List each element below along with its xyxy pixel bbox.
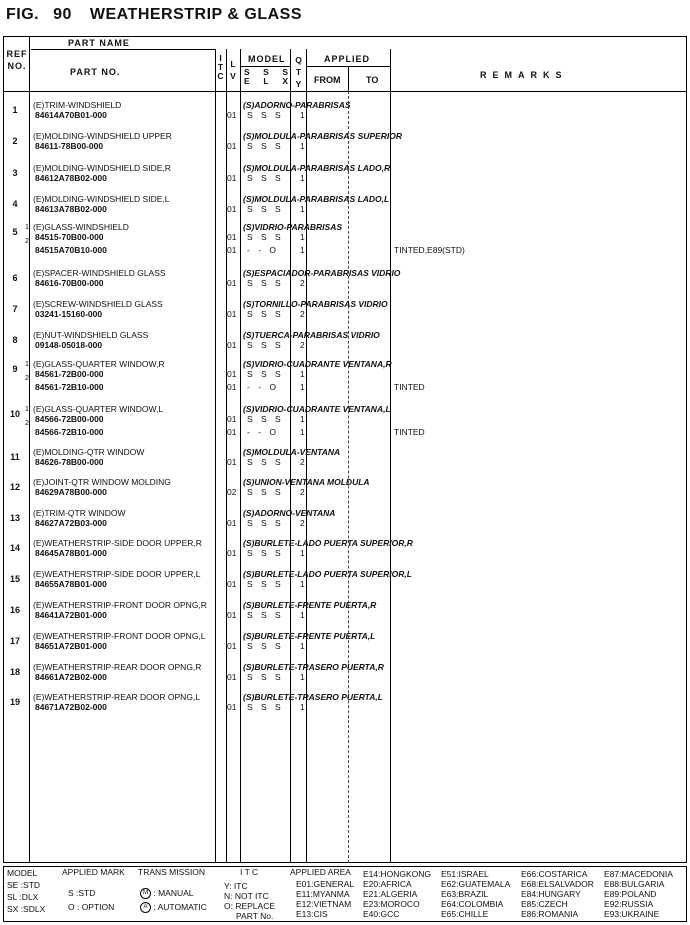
- quantity: 1: [300, 141, 305, 151]
- model-applicability: S S S: [247, 548, 284, 558]
- model-col-se-2: E: [244, 76, 250, 86]
- legend-itc: [224, 881, 275, 921]
- figure-number: 90: [53, 6, 72, 23]
- model-applicability: S S S: [247, 414, 284, 424]
- quantity: 1: [300, 610, 305, 620]
- part-number: 84515-70B00-000: [35, 232, 104, 242]
- model-applicability: S S S: [247, 702, 284, 712]
- spanish-description: (S)VIDRIO-CUADRANTE VENTANA,R: [243, 359, 392, 369]
- model-applicability: - - O: [247, 382, 279, 392]
- ref-number: 19: [9, 697, 20, 707]
- legend-area-2: E11:MYANMA: [296, 889, 350, 899]
- model-cols-header: [244, 68, 288, 86]
- itc-code: 01: [227, 369, 237, 379]
- itc-h2: T: [217, 62, 224, 72]
- legend-itc-n: N: NOT ITC: [224, 891, 269, 901]
- ref-no-header: [6, 48, 28, 72]
- spanish-description: (S)BURLETE-TRASERO PUERTA,R: [243, 662, 384, 672]
- part-description: (E)WEATHERSTRIP-SIDE DOOR UPPER,L: [33, 569, 201, 579]
- part-description: (E)MOLDING-QTR WINDOW: [33, 447, 145, 457]
- legend-col2-1: E14:HONGKONG: [363, 869, 432, 879]
- quantity: 1: [300, 173, 305, 183]
- model-col-sl-1: S: [263, 67, 269, 77]
- model-applicability: S S S: [247, 518, 284, 528]
- from-header: FROM: [314, 75, 341, 85]
- ref-number: 4: [12, 199, 18, 209]
- figure-title: [6, 6, 302, 24]
- part-description: (E)WEATHERSTRIP-REAR DOOR OPNG,R: [33, 662, 202, 672]
- legend-area-3: E12:VIETNAM: [296, 899, 352, 909]
- model-applicability: S S S: [247, 579, 284, 589]
- part-number: 84645A78B01-000: [35, 548, 107, 558]
- legend-model: [7, 867, 45, 915]
- legend-model-title: MODEL: [7, 868, 38, 878]
- quantity: 2: [300, 518, 305, 528]
- legend-mark-std: S :STD: [68, 888, 96, 898]
- table-row: [3, 445, 687, 475]
- table-row: [3, 192, 687, 222]
- legend-col5: [604, 869, 673, 919]
- sub-index: 2: [25, 420, 29, 427]
- model-applicability: - - O: [247, 427, 279, 437]
- legend-col4-2: E68:ELSALVADOR: [521, 879, 594, 889]
- ref-number: 1: [12, 105, 18, 115]
- part-no-header: PART NO.: [70, 67, 121, 77]
- model-applicability: - - O: [247, 245, 279, 255]
- legend-right-line: [686, 866, 687, 921]
- part-number: 84641A72B01-000: [35, 610, 107, 620]
- ref-number: 11: [10, 452, 20, 462]
- itc-code: 01: [227, 173, 237, 183]
- legend-col5-2: E88:BULGARIA: [604, 879, 665, 889]
- legend-col2-4: E23:MOROCO: [363, 899, 420, 909]
- itc-code: 01: [227, 141, 237, 151]
- table-row: [3, 297, 687, 327]
- quantity: 2: [300, 340, 305, 350]
- model-applicability: S S S: [247, 232, 284, 242]
- spanish-description: (S)BURLETE-FRENTE PUERTA,L: [243, 631, 376, 641]
- legend-col4-1: E66:COSTARICA: [521, 869, 588, 879]
- spanish-description: (S)MOLDULA-VENTANA: [243, 447, 341, 457]
- table-row: [3, 129, 687, 159]
- legend-model-sx: SX :SDLX: [7, 904, 46, 914]
- spanish-description: (S)BURLETE-LADO PUERTA SUPERIOR,L: [243, 569, 412, 579]
- spanish-description: (S)VIDRIO-CUADRANTE VENTANA,L: [243, 404, 391, 414]
- part-number: 84566-72B10-000: [35, 427, 104, 437]
- model-applicability: S S S: [247, 173, 284, 183]
- sub-index: 1: [25, 224, 29, 231]
- legend-col3: [441, 869, 510, 919]
- itc-code: 01: [227, 427, 237, 437]
- quantity: 1: [300, 641, 305, 651]
- itc-code: 01: [227, 278, 237, 288]
- legend-col4: [521, 869, 594, 919]
- part-description: (E)GLASS-QUARTER WINDOW,L: [33, 404, 164, 414]
- legend-area-4: E13:CIS: [296, 909, 328, 919]
- itc-code: 01: [227, 672, 237, 682]
- model-applicability: S S S: [247, 278, 284, 288]
- ref-number: 12: [9, 482, 20, 492]
- to-header: TO: [366, 75, 379, 85]
- itc-code: 01: [227, 702, 237, 712]
- model-applicability: S S S: [247, 110, 284, 120]
- table-row: [3, 328, 687, 358]
- table-row: [3, 567, 687, 597]
- remarks-header: REMARKS: [480, 70, 568, 80]
- model-col-sx-2: X: [282, 76, 288, 86]
- legend-col2-2: E20:AFRICA: [363, 879, 412, 889]
- part-number: 84614A70B01-000: [35, 110, 107, 120]
- model-applicability: S S S: [247, 672, 284, 682]
- legend-area: [296, 879, 354, 919]
- quantity: 1: [300, 427, 305, 437]
- legend-trans-manual-label: : MANUAL: [153, 888, 194, 898]
- itc-code: 01: [227, 414, 237, 424]
- itc-code: 01: [227, 232, 237, 242]
- part-number: 84671A72B02-000: [35, 702, 107, 712]
- legend-trans-title: TRANS MISSION: [138, 867, 206, 877]
- legend-col3-4: E64:COLOMBIA: [441, 899, 504, 909]
- spanish-description: (S)MOLDULA-PARABRISAS LADO,R: [243, 163, 391, 173]
- legend-col3-1: E51:ISRAEL: [441, 869, 489, 879]
- spanish-description: (S)TORNILLO-PARABRISAS VIDRIO: [243, 299, 388, 309]
- itc-code: 01: [227, 641, 237, 651]
- model-col-sl: [263, 68, 269, 86]
- legend-trans-auto-label: : AUTOMATIC: [153, 902, 207, 912]
- quantity: 1: [300, 232, 305, 242]
- ref-header-line1: REF: [6, 49, 28, 59]
- part-number: 84612A78B02-000: [35, 173, 107, 183]
- quantity: 1: [300, 702, 305, 712]
- part-number: 03241-15160-000: [35, 309, 103, 319]
- part-name-header: PART NAME: [68, 38, 130, 48]
- itc-code: 01: [227, 548, 237, 558]
- legend-col2-3: E21:ALGERIA: [363, 889, 418, 899]
- table-row: [3, 266, 687, 296]
- table-row: [3, 98, 687, 128]
- model-applicability: S S S: [247, 457, 284, 467]
- qty-h1: Q: [295, 55, 302, 65]
- qty-header: [291, 54, 306, 90]
- quantity: 1: [300, 414, 305, 424]
- ref-number: 18: [9, 667, 20, 677]
- automatic-symbol-icon: A: [140, 902, 151, 913]
- quantity: 1: [300, 204, 305, 214]
- quantity: 2: [300, 278, 305, 288]
- part-description: (E)TRIM-QTR WINDOW: [33, 508, 126, 518]
- part-number: 84616-70B00-000: [35, 278, 104, 288]
- table-row: [3, 690, 687, 720]
- spanish-description: (S)BURLETE-LADO PUERTA SUPERIOR,R: [243, 538, 413, 548]
- part-number: 84629A78B00-000: [35, 487, 107, 497]
- itc-code: 01: [227, 518, 237, 528]
- spanish-description: (S)TUERCA-PARABRISAS VIDRIO: [243, 330, 380, 340]
- part-number: 09148-05018-000: [35, 340, 103, 350]
- part-number: 84561-72B10-000: [35, 382, 104, 392]
- part-description: (E)JOINT-QTR WINDOW MOLDING: [33, 477, 171, 487]
- table-row: [3, 660, 687, 690]
- part-description: (E)MOLDING-WINDSHIELD SIDE,R: [33, 163, 171, 173]
- spanish-description: (S)UNION-VENTANA MOLDULA: [243, 477, 370, 487]
- legend-itc-partno: PART No.: [236, 911, 274, 921]
- part-name-divider: [31, 49, 215, 50]
- figure-label: FIG.: [6, 6, 40, 23]
- ref-number: 13: [9, 513, 20, 523]
- spanish-description: (S)MOLDULA-PARABRISAS SUPERIOR: [243, 131, 402, 141]
- quantity: 1: [300, 245, 305, 255]
- ref-number: 5: [12, 227, 18, 237]
- remark: TINTED: [394, 427, 425, 437]
- itc-code: 01: [227, 457, 237, 467]
- quantity: 1: [300, 672, 305, 682]
- itc-h1: I: [219, 53, 222, 63]
- table-row: [3, 357, 687, 392]
- part-description: (E)GLASS-WINDSHIELD: [33, 222, 129, 232]
- part-number: 84627A72B03-000: [35, 518, 107, 528]
- part-description: (E)WEATHERSTRIP-SIDE DOOR UPPER,R: [33, 538, 202, 548]
- part-description: (E)GLASS-QUARTER WINDOW,R: [33, 359, 165, 369]
- lv-h2: V: [230, 71, 236, 81]
- model-header: MODEL: [248, 54, 286, 64]
- ref-number: 8: [12, 335, 18, 345]
- model-col-sx: [282, 68, 288, 86]
- remark: TINTED,E89(STD): [394, 245, 465, 255]
- spanish-description: (S)VIDRIO-PARABRISAS: [243, 222, 343, 232]
- itc-code: 01: [227, 340, 237, 350]
- legend-model-se: SE :STD: [7, 880, 41, 890]
- part-description: (E)WEATHERSTRIP-REAR DOOR OPNG,L: [33, 692, 201, 702]
- legend-col5-1: E87:MACEDONIA: [604, 869, 673, 879]
- table-row: [3, 536, 687, 566]
- lv-h1: L: [230, 59, 236, 69]
- ref-number: 15: [9, 574, 20, 584]
- part-number: 84515A70B10-000: [35, 245, 107, 255]
- itc-code: 02: [227, 487, 237, 497]
- model-applicability: S S S: [247, 641, 284, 651]
- manual-symbol-icon: M: [140, 888, 151, 899]
- table-row: [3, 220, 687, 255]
- ref-number: 14: [9, 543, 20, 553]
- legend-itc-title: I T C: [240, 867, 259, 877]
- sub-index: 2: [25, 375, 29, 382]
- quantity: 1: [300, 369, 305, 379]
- model-applicability: S S S: [247, 610, 284, 620]
- ref-number: 3: [12, 168, 18, 178]
- legend-col5-4: E92:RUSSIA: [604, 899, 654, 909]
- itc-code: 01: [227, 382, 237, 392]
- ref-number: 7: [12, 304, 18, 314]
- spanish-description: (S)MOLDULA-PARABRISAS LADO,L: [243, 194, 390, 204]
- legend-area-title: APPLIED AREA: [290, 867, 351, 877]
- ref-number: 2: [12, 136, 18, 146]
- quantity: 1: [300, 110, 305, 120]
- itc-code: 01: [227, 610, 237, 620]
- applied-header: APPLIED: [324, 54, 371, 64]
- part-description: (E)MOLDING-WINDSHIELD SIDE,L: [33, 194, 170, 204]
- model-col-sx-1: S: [282, 67, 288, 77]
- remark: TINTED: [394, 382, 425, 392]
- legend-applied-mark: [68, 886, 114, 914]
- legend-model-sl: SL :DLX: [7, 892, 39, 902]
- figure-name: WEATHERSTRIP & GLASS: [89, 6, 302, 23]
- table-row: [3, 598, 687, 628]
- table-row: [3, 402, 687, 437]
- ref-number: 6: [12, 273, 18, 283]
- spanish-description: (S)BURLETE-TRASERO PUERTA,L: [243, 692, 383, 702]
- quantity: 2: [300, 487, 305, 497]
- legend-col3-2: E62:GUATEMALA: [441, 879, 511, 889]
- itc-header: [215, 54, 226, 81]
- part-description: (E)NUT-WINDSHIELD GLASS: [33, 330, 149, 340]
- quantity: 1: [300, 548, 305, 558]
- itc-code: 01: [227, 110, 237, 120]
- spanish-description: (S)BURLETE-FRENTE PUERTA,R: [243, 600, 377, 610]
- ref-number: 16: [9, 605, 20, 615]
- legend-col3-5: E65:CHILLE: [441, 909, 489, 919]
- part-number: 84661A72B02-000: [35, 672, 107, 682]
- itc-code: 01: [227, 309, 237, 319]
- sub-index: 2: [25, 238, 29, 245]
- model-applicability: S S S: [247, 369, 284, 379]
- part-description: (E)MOLDING-WINDSHIELD UPPER: [33, 131, 172, 141]
- itc-code: 01: [227, 579, 237, 589]
- part-number: 84626-78B00-000: [35, 457, 104, 467]
- model-applicability: S S S: [247, 340, 284, 350]
- spanish-description: (S)ESPACIADOR-PARABRISAS VIDRIO: [243, 268, 401, 278]
- legend-trans-auto: [140, 900, 207, 914]
- legend-col4-5: E86:ROMANIA: [521, 909, 579, 919]
- legend-trans: [140, 886, 207, 914]
- model-col-sl-2: L: [263, 76, 269, 86]
- legend-col2-5: E40:GCC: [363, 909, 400, 919]
- itc-code: 01: [227, 245, 237, 255]
- legend-col4-3: E84:HUNGARY: [521, 889, 581, 899]
- legend-applied-mark-title: APPLIED MARK: [62, 867, 125, 877]
- ref-header-line2: NO.: [7, 61, 27, 71]
- part-description: (E)WEATHERSTRIP-FRONT DOOR OPNG,L: [33, 631, 206, 641]
- legend-col5-3: E89:POLAND: [604, 889, 657, 899]
- quantity: 1: [300, 382, 305, 392]
- part-description: (E)SPACER-WINDSHIELD GLASS: [33, 268, 166, 278]
- model-applicability: S S S: [247, 204, 284, 214]
- model-col-se-1: S: [244, 67, 250, 77]
- table-row: [3, 475, 687, 505]
- part-number: 84655A78B01-000: [35, 579, 107, 589]
- legend-mark-option: O : OPTION: [68, 902, 115, 912]
- legend-bottom-line: [3, 921, 687, 922]
- qty-h3: Y: [295, 79, 302, 89]
- itc-code: 01: [227, 204, 237, 214]
- itc-h3: C: [217, 71, 224, 81]
- legend-itc-y: Y: ITC: [224, 881, 248, 891]
- part-description: (E)SCREW-WINDSHIELD GLASS: [33, 299, 163, 309]
- legend-left-line: [3, 866, 4, 921]
- model-applicability: S S S: [247, 141, 284, 151]
- spanish-description: (S)ADORNO-PARABRISAS: [243, 100, 351, 110]
- legend-col5-5: E93:UKRAINE: [604, 909, 660, 919]
- sub-index: 1: [25, 406, 29, 413]
- part-description: (E)WEATHERSTRIP-FRONT DOOR OPNG,R: [33, 600, 207, 610]
- col-line-from: [348, 66, 349, 91]
- part-number: 84561-72B00-000: [35, 369, 104, 379]
- legend-trans-manual: [140, 886, 207, 900]
- legend-col4-4: E85:CZECH: [521, 899, 568, 909]
- part-number: 84651A72B01-000: [35, 641, 107, 651]
- table-row: [3, 629, 687, 659]
- spanish-description: (S)ADORNO-VENTANA: [243, 508, 336, 518]
- lv-header: [226, 58, 240, 82]
- legend-col2: [363, 869, 431, 919]
- legend-col3-3: E63:BRAZIL: [441, 889, 489, 899]
- sub-index: 1: [25, 361, 29, 368]
- part-number: 84566-72B00-000: [35, 414, 104, 424]
- legend-area-1: E01:GENERAL: [296, 879, 355, 889]
- quantity: 2: [300, 457, 305, 467]
- model-col-se: [244, 68, 250, 86]
- model-applicability: S S S: [247, 487, 284, 497]
- model-applicability: S S S: [247, 309, 284, 319]
- part-description: (E)TRIM-WINDSHIELD: [33, 100, 122, 110]
- legend-itc-o: O: REPLACE: [224, 901, 276, 911]
- ref-number: 17: [9, 636, 20, 646]
- part-number: 84613A78B02-000: [35, 204, 107, 214]
- table-row: [3, 161, 687, 191]
- ref-number: 10: [9, 409, 20, 419]
- header-bottom-line: [3, 91, 687, 92]
- table-row: [3, 506, 687, 536]
- part-number: 84611-78B00-000: [35, 141, 104, 151]
- quantity: 1: [300, 579, 305, 589]
- ref-number: 9: [12, 364, 18, 374]
- quantity: 2: [300, 309, 305, 319]
- qty-h2: T: [295, 67, 302, 77]
